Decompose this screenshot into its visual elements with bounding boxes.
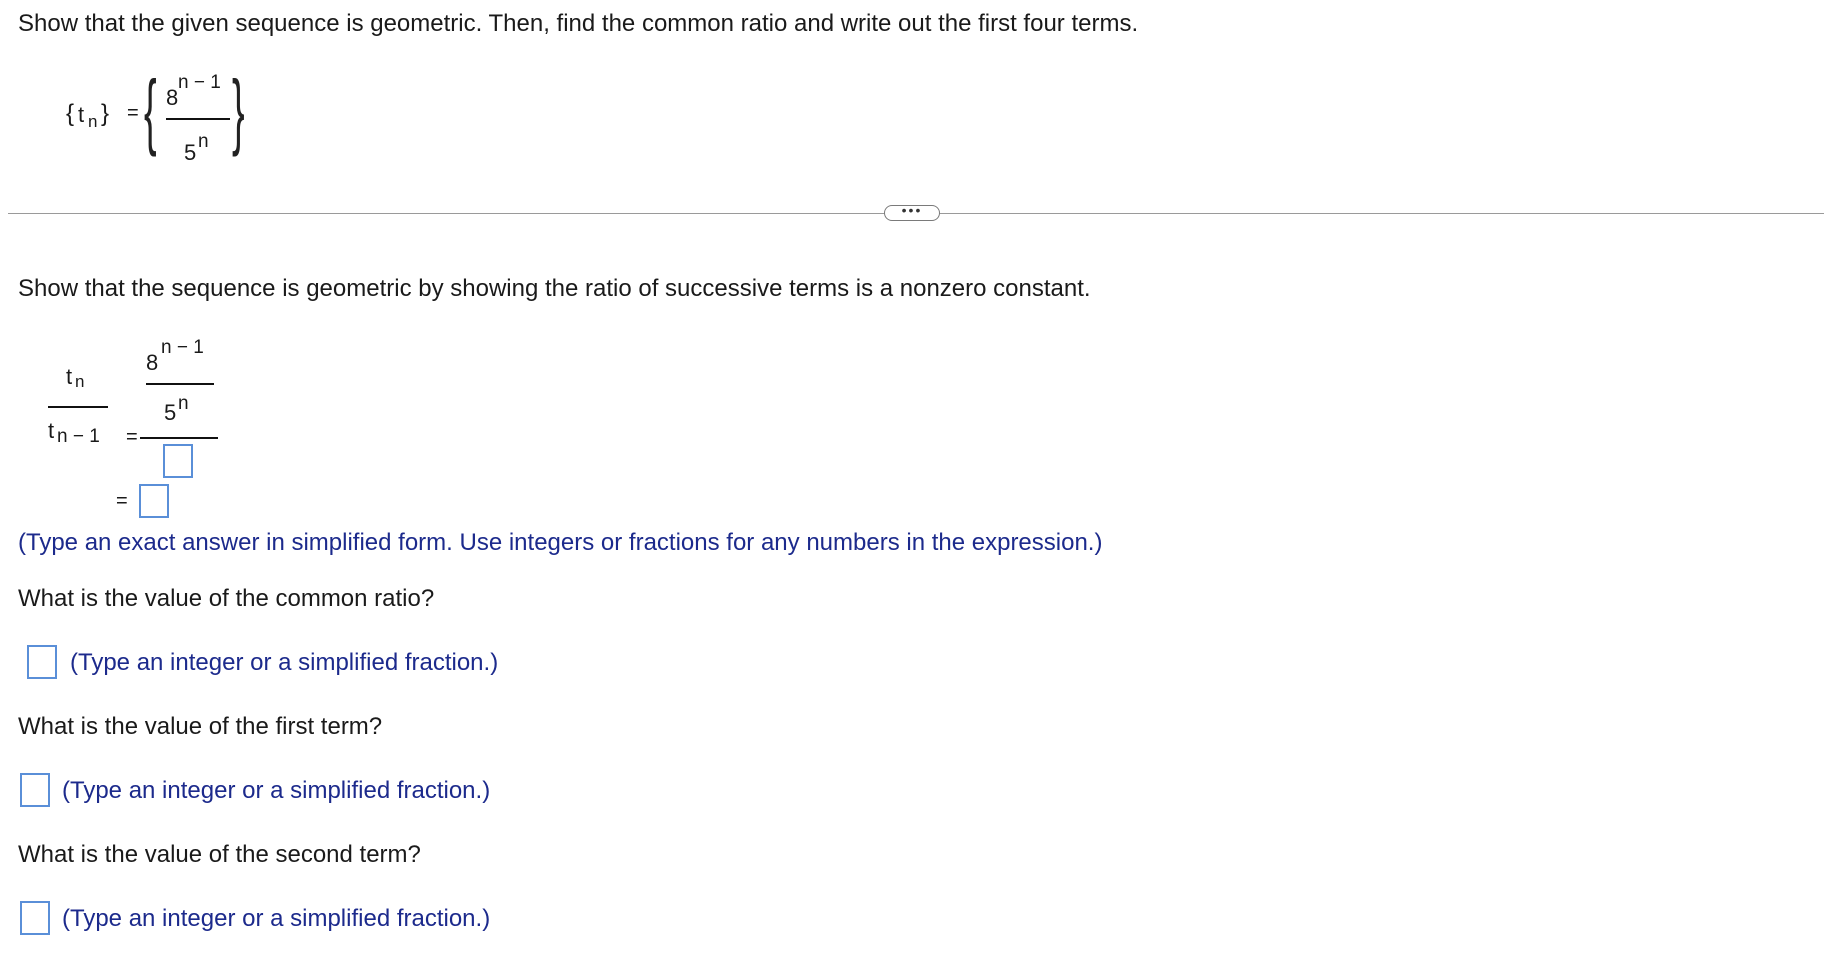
lhs-subscript: n [88, 112, 98, 131]
ratio-result-input[interactable] [139, 484, 169, 518]
denominator-base: 5 [184, 140, 197, 165]
rhs-numerator-base: 8 [146, 350, 159, 375]
numerator-exponent: n − 1 [178, 72, 221, 93]
rhs-outer-fraction-bar [140, 437, 218, 439]
common-ratio-question: What is the value of the common ratio? [18, 585, 435, 612]
ratio-denominator-input[interactable] [163, 444, 193, 478]
second-term-question: What is the value of the second term? [18, 841, 421, 868]
first-term-question: What is the value of the first term? [18, 713, 383, 740]
rhs-open-brace: { [144, 63, 157, 157]
lhs-denominator-subscript: n − 1 [57, 426, 100, 447]
equals-sign: = [127, 102, 139, 124]
rhs-middle-base: 5 [164, 400, 177, 425]
lhs-open-brace: { [66, 100, 75, 127]
rhs-inner-fraction-bar [146, 383, 214, 385]
rhs-middle-exponent: n [178, 393, 189, 414]
more-dots: ••• [901, 202, 923, 218]
numerator-base: 8 [166, 85, 179, 110]
common-ratio-input[interactable] [27, 645, 57, 679]
rhs-numerator-exponent: n − 1 [161, 337, 204, 358]
first-term-input[interactable] [20, 773, 50, 807]
equals-sign-1: = [126, 426, 138, 448]
lhs-fraction-bar [48, 406, 108, 408]
more-button[interactable] [884, 202, 940, 221]
fraction-bar [166, 118, 230, 120]
lhs-numerator-variable: t [66, 364, 73, 389]
common-ratio-hint: (Type an integer or a simplified fraction.) [70, 649, 499, 676]
second-term-input[interactable] [20, 901, 50, 935]
rhs-close-brace: } [232, 63, 245, 157]
first-term-hint: (Type an integer or a simplified fraction.) [62, 777, 491, 804]
second-term-hint: (Type an integer or a simplified fraction.) [62, 905, 491, 932]
ratio-hint: (Type an exact answer in simplified form. Use integers or fractions for any numbers in the expression.) [18, 529, 1103, 556]
lhs-close-brace: } [101, 100, 110, 127]
lhs-denominator-variable: t [48, 418, 55, 443]
sequence-definition [0, 60, 300, 170]
ratio-expression [0, 330, 260, 530]
problem-instruction: Show that the given sequence is geometric. Then, find the common ratio and write out the first four terms. [18, 10, 1139, 37]
lhs-numerator-subscript: n [75, 372, 85, 391]
ratio-instruction: Show that the sequence is geometric by showing the ratio of successive terms is a nonzero constant. [18, 275, 1091, 302]
equals-sign-2: = [116, 490, 128, 512]
lhs-variable: t [78, 102, 85, 127]
denominator-exponent: n [198, 131, 209, 152]
